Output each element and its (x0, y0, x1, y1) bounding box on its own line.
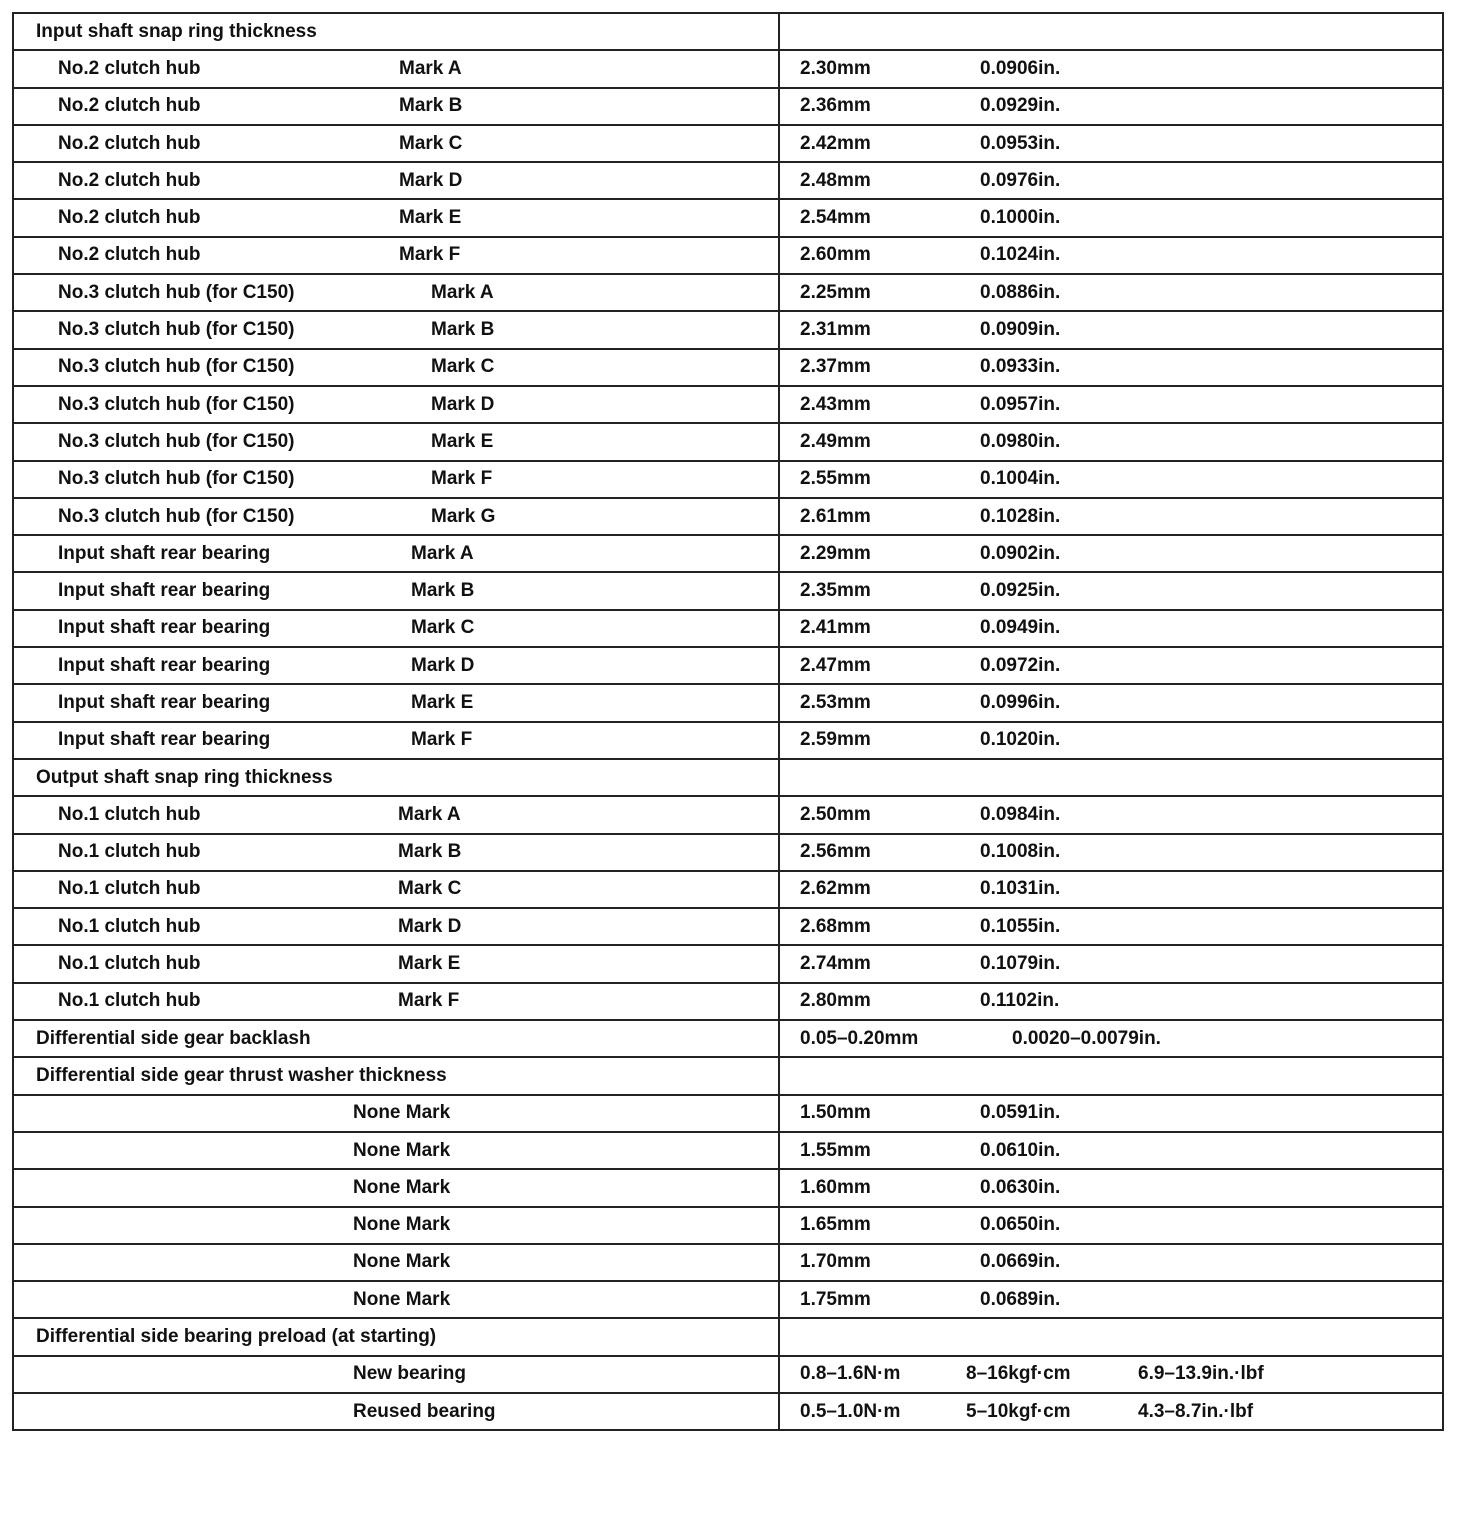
item-cell (13, 88, 779, 125)
item-name: No.1 clutch hub (58, 803, 201, 825)
spec-value-cell (779, 498, 1443, 535)
spec-value-cell (779, 572, 1443, 609)
mark-label: None Mark (353, 1251, 451, 1273)
value-kgf: 8–16kgf·cm (966, 1363, 1071, 1385)
spec-value-cell (779, 386, 1443, 423)
value-inch: 0.0933in. (980, 356, 1061, 378)
value-mm: 2.62mm (800, 878, 871, 900)
value-mm: 2.80mm (800, 990, 871, 1012)
spec-value-cell (779, 1318, 1443, 1355)
item-cell (13, 535, 779, 572)
value-inch: 0.1028in. (980, 505, 1061, 527)
spec-row (13, 796, 1443, 833)
item-cell (13, 125, 779, 162)
item-cell (13, 945, 779, 982)
spec-row (13, 311, 1443, 348)
item-name: No.2 clutch hub (58, 57, 201, 79)
item-cell (13, 498, 779, 535)
value-mm: 2.47mm (800, 654, 871, 676)
value-inch: 0.0925in. (980, 580, 1061, 602)
section-title: Output shaft snap ring thickness (13, 759, 779, 796)
spec-value-cell (779, 983, 1443, 1020)
value-mm: 2.49mm (800, 430, 871, 452)
mark-label: Mark C (411, 617, 475, 639)
mark-label: New bearing (353, 1363, 466, 1385)
spec-value-cell (779, 274, 1443, 311)
value-inch: 0.0929in. (980, 95, 1061, 117)
item-name: No.3 clutch hub (for C150) (58, 430, 295, 452)
value-mm: 2.74mm (800, 953, 871, 975)
value-mm: 2.68mm (800, 915, 871, 937)
item-name: No.2 clutch hub (58, 207, 201, 229)
item-cell (13, 1393, 779, 1430)
item-name: No.3 clutch hub (for C150) (58, 393, 295, 415)
spec-table-body (13, 13, 1443, 1430)
value-nm: 0.5–1.0N·m (800, 1400, 901, 1422)
spec-value-cell (779, 1356, 1443, 1393)
item-cell (13, 386, 779, 423)
value-inch: 0.1024in. (980, 244, 1061, 266)
value-inch: 0.0996in. (980, 691, 1061, 713)
spec-value-cell (779, 1393, 1443, 1430)
section-header-row (13, 1318, 1443, 1355)
spec-value-cell (779, 237, 1443, 274)
spec-value-cell (779, 50, 1443, 87)
item-name: No.2 clutch hub (58, 244, 201, 266)
spec-row (13, 162, 1443, 199)
spec-value-cell (779, 311, 1443, 348)
value-inch: 0.0669in. (980, 1251, 1061, 1273)
spec-row (13, 1207, 1443, 1244)
spec-row (13, 386, 1443, 423)
value-mm: 2.35mm (800, 580, 871, 602)
mark-label: None Mark (353, 1139, 451, 1161)
value-mm: 2.42mm (800, 132, 871, 154)
value-mm: 1.55mm (800, 1139, 871, 1161)
mark-label: None Mark (353, 1176, 451, 1198)
spec-row (13, 461, 1443, 498)
item-cell (13, 610, 779, 647)
value-inch: 0.0906in. (980, 57, 1061, 79)
value-mm: 2.54mm (800, 207, 871, 229)
spec-value-cell (779, 759, 1443, 796)
spec-value-cell (779, 1169, 1443, 1206)
section-title: Differential side bearing preload (at starting) (13, 1318, 779, 1355)
spec-row (13, 1244, 1443, 1281)
item-cell (13, 684, 779, 721)
item-cell (13, 237, 779, 274)
item-cell (13, 423, 779, 460)
mark-label: Mark B (398, 841, 462, 863)
mark-label: Mark F (398, 990, 460, 1012)
value-inch: 0.0949in. (980, 617, 1061, 639)
value-inch: 0.0650in. (980, 1214, 1061, 1236)
spec-value-cell (779, 535, 1443, 572)
spec-row (13, 722, 1443, 759)
value-inch: 0.0020–0.0079in. (1012, 1027, 1161, 1049)
value-mm: 1.60mm (800, 1176, 871, 1198)
spec-value-cell (779, 1281, 1443, 1318)
mark-label: Mark C (399, 132, 463, 154)
item-cell (13, 1169, 779, 1206)
spec-value-cell (779, 647, 1443, 684)
value-mm: 2.53mm (800, 691, 871, 713)
spec-row (13, 610, 1443, 647)
spec-value-cell (779, 684, 1443, 721)
item-name: No.3 clutch hub (for C150) (58, 281, 295, 303)
value-inch: 0.1102in. (980, 990, 1060, 1012)
item-cell (13, 1095, 779, 1132)
item-cell (13, 983, 779, 1020)
item-cell (13, 647, 779, 684)
section-header-row (13, 13, 1443, 50)
item-name: No.3 clutch hub (for C150) (58, 505, 295, 527)
item-cell (13, 274, 779, 311)
value-mm: 2.30mm (800, 57, 871, 79)
spec-row (13, 125, 1443, 162)
spec-row (13, 423, 1443, 460)
mark-label: Mark G (431, 505, 496, 527)
spec-value-cell (779, 1095, 1443, 1132)
spec-value-cell (779, 1020, 1443, 1057)
spec-row (13, 1095, 1443, 1132)
value-inch: 0.0953in. (980, 132, 1061, 154)
value-inch: 0.0976in. (980, 169, 1061, 191)
value-inch: 0.0689in. (980, 1288, 1061, 1310)
value-mm: 2.60mm (800, 244, 871, 266)
spec-value-cell (779, 1132, 1443, 1169)
item-cell (13, 1356, 779, 1393)
spec-row (13, 572, 1443, 609)
spec-row (13, 983, 1443, 1020)
value-nm: 0.8–1.6N·m (800, 1363, 901, 1385)
spec-row (13, 834, 1443, 871)
item-name: No.2 clutch hub (58, 169, 201, 191)
value-inch: 0.0591in. (980, 1102, 1061, 1124)
item-cell (13, 1281, 779, 1318)
spec-row (13, 1169, 1443, 1206)
spec-row (13, 274, 1443, 311)
value-mm: 0.05–0.20mm (800, 1027, 919, 1049)
spec-value-cell (779, 423, 1443, 460)
value-mm: 2.25mm (800, 281, 871, 303)
item-name: Input shaft rear bearing (58, 691, 271, 713)
spec-row (13, 908, 1443, 945)
value-mm: 2.31mm (800, 319, 871, 341)
value-inch: 0.0630in. (980, 1176, 1061, 1198)
mark-label: Mark C (431, 356, 495, 378)
mark-label: Mark A (431, 281, 494, 303)
item-name: No.3 clutch hub (for C150) (58, 468, 295, 490)
mark-label: Mark B (399, 95, 463, 117)
mark-label: Mark D (411, 654, 475, 676)
value-inch: 0.1079in. (980, 953, 1061, 975)
value-inch: 0.0980in. (980, 430, 1061, 452)
section-header-row (13, 1020, 1443, 1057)
spec-row (13, 684, 1443, 721)
mark-label: Mark A (411, 542, 474, 564)
item-name: Input shaft rear bearing (58, 617, 271, 639)
item-name: No.1 clutch hub (58, 953, 201, 975)
value-inch: 0.1004in. (980, 468, 1061, 490)
spec-value-cell (779, 199, 1443, 236)
item-name: Input shaft rear bearing (58, 542, 271, 564)
value-inch: 0.1020in. (980, 729, 1061, 751)
spec-value-cell (779, 610, 1443, 647)
spec-row (13, 945, 1443, 982)
mark-label: Mark A (399, 57, 462, 79)
mark-label: Reused bearing (353, 1400, 496, 1422)
value-inch: 0.0902in. (980, 542, 1061, 564)
value-mm: 2.37mm (800, 356, 871, 378)
item-cell (13, 311, 779, 348)
spec-value-cell (779, 796, 1443, 833)
item-name: Input shaft rear bearing (58, 580, 271, 602)
value-inch: 0.1008in. (980, 841, 1061, 863)
item-cell (13, 349, 779, 386)
spec-row (13, 1356, 1443, 1393)
section-title: Input shaft snap ring thickness (13, 13, 779, 50)
item-cell (13, 1244, 779, 1281)
value-mm: 2.50mm (800, 803, 871, 825)
item-name: No.3 clutch hub (for C150) (58, 319, 295, 341)
spec-value-cell (779, 1207, 1443, 1244)
item-cell (13, 722, 779, 759)
item-cell (13, 162, 779, 199)
spec-value-cell (779, 125, 1443, 162)
value-mm: 2.56mm (800, 841, 871, 863)
spec-value-cell (779, 908, 1443, 945)
spec-row (13, 647, 1443, 684)
mark-label: Mark B (431, 319, 495, 341)
mark-label: Mark A (398, 803, 461, 825)
value-inch: 0.1000in. (980, 207, 1061, 229)
item-cell (13, 908, 779, 945)
value-inch: 0.0886in. (980, 281, 1061, 303)
value-mm: 2.55mm (800, 468, 871, 490)
spec-value-cell (779, 13, 1443, 50)
mark-label: Mark E (399, 207, 462, 229)
mark-label: None Mark (353, 1102, 451, 1124)
spec-row (13, 498, 1443, 535)
value-inch: 0.0610in. (980, 1139, 1061, 1161)
value-mm: 1.50mm (800, 1102, 871, 1124)
item-name: No.1 clutch hub (58, 915, 201, 937)
item-cell (13, 1207, 779, 1244)
spec-row (13, 349, 1443, 386)
spec-value-cell (779, 1057, 1443, 1094)
mark-label: Mark D (398, 915, 462, 937)
item-cell (13, 1132, 779, 1169)
mark-label: Mark C (398, 878, 462, 900)
item-name: No.2 clutch hub (58, 95, 201, 117)
spec-value-cell (779, 1244, 1443, 1281)
item-cell (13, 871, 779, 908)
item-name: No.1 clutch hub (58, 990, 201, 1012)
section-header-row (13, 759, 1443, 796)
value-mm: 2.29mm (800, 542, 871, 564)
spec-value-cell (779, 88, 1443, 125)
item-cell (13, 572, 779, 609)
mark-label: Mark B (411, 580, 475, 602)
spec-value-cell (779, 834, 1443, 871)
section-title: Differential side gear thrust washer thickness (13, 1057, 779, 1094)
spec-value-cell (779, 162, 1443, 199)
mark-label: Mark E (411, 691, 474, 713)
mark-label: Mark D (431, 393, 495, 415)
value-mm: 1.70mm (800, 1251, 871, 1273)
value-kgf: 5–10kgf·cm (966, 1400, 1071, 1422)
item-name: No.2 clutch hub (58, 132, 201, 154)
item-name: No.1 clutch hub (58, 878, 201, 900)
spec-value-cell (779, 945, 1443, 982)
item-cell (13, 50, 779, 87)
item-cell (13, 796, 779, 833)
spec-value-cell (779, 871, 1443, 908)
item-cell (13, 461, 779, 498)
mark-label: Mark E (431, 430, 494, 452)
spec-row (13, 871, 1443, 908)
value-inch: 0.0957in. (980, 393, 1061, 415)
item-name: Input shaft rear bearing (58, 654, 271, 676)
mark-label: Mark D (399, 169, 463, 191)
spec-row (13, 535, 1443, 572)
spec-value-cell (779, 461, 1443, 498)
item-cell (13, 834, 779, 871)
value-mm: 2.59mm (800, 729, 871, 751)
value-inlbf: 6.9–13.9in.·lbf (1138, 1363, 1264, 1385)
value-inch: 0.1031in. (980, 878, 1061, 900)
section-header-row (13, 1057, 1443, 1094)
mark-label: Mark E (398, 953, 461, 975)
value-inch: 0.1055in. (980, 915, 1061, 937)
item-cell (13, 199, 779, 236)
mark-label: Mark F (399, 244, 461, 266)
spec-row (13, 1132, 1443, 1169)
value-mm: 1.75mm (800, 1288, 871, 1310)
spec-row (13, 199, 1443, 236)
value-inch: 0.0984in. (980, 803, 1061, 825)
value-mm: 2.41mm (800, 617, 871, 639)
item-name: No.1 clutch hub (58, 841, 201, 863)
spec-row (13, 237, 1443, 274)
spec-value-cell (779, 349, 1443, 386)
mark-label: None Mark (353, 1288, 451, 1310)
spec-row (13, 88, 1443, 125)
value-inch: 0.0972in. (980, 654, 1061, 676)
value-inch: 0.0909in. (980, 319, 1061, 341)
value-mm: 2.43mm (800, 393, 871, 415)
spec-row (13, 50, 1443, 87)
value-mm: 1.65mm (800, 1214, 871, 1236)
section-title: Differential side gear backlash (13, 1020, 779, 1057)
spec-value-cell (779, 722, 1443, 759)
item-name: Input shaft rear bearing (58, 729, 271, 751)
spec-table (12, 12, 1444, 1431)
value-mm: 2.48mm (800, 169, 871, 191)
value-mm: 2.36mm (800, 95, 871, 117)
value-inlbf: 4.3–8.7in.·lbf (1138, 1400, 1254, 1422)
mark-label: Mark F (411, 729, 473, 751)
item-name: No.3 clutch hub (for C150) (58, 356, 295, 378)
mark-label: Mark F (431, 468, 493, 490)
mark-label: None Mark (353, 1214, 451, 1236)
spec-row (13, 1281, 1443, 1318)
spec-row (13, 1393, 1443, 1430)
value-mm: 2.61mm (800, 505, 871, 527)
